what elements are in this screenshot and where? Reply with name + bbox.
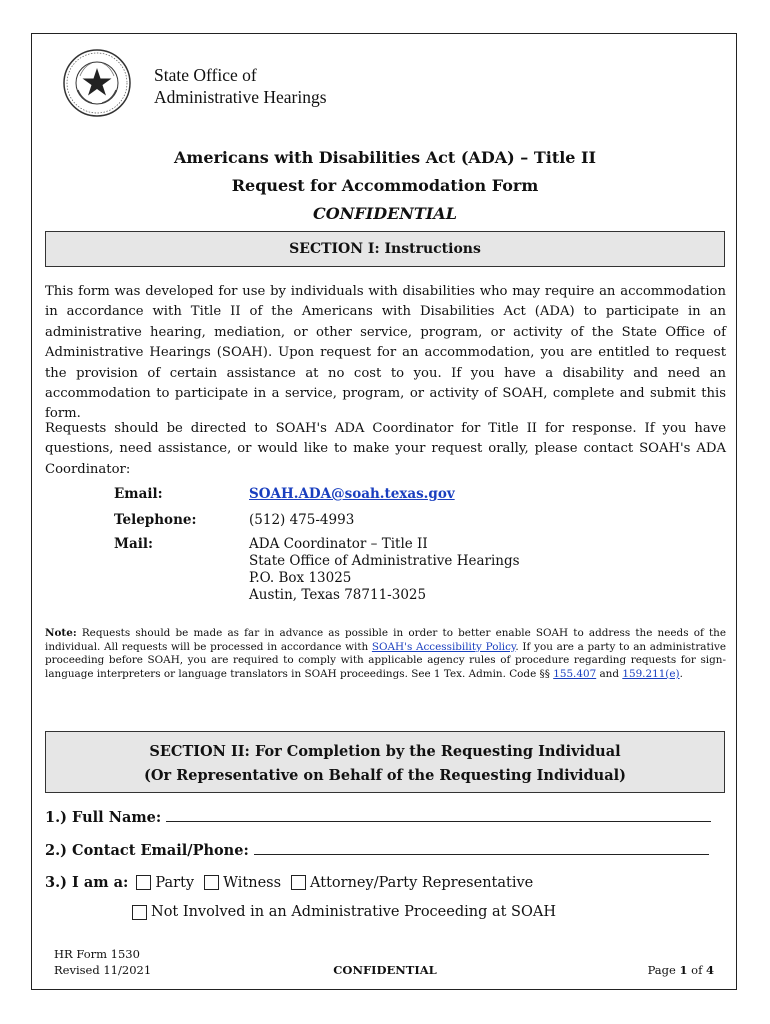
page-total: 4 <box>705 963 714 977</box>
texas-seal-icon <box>62 48 132 118</box>
agency-line2: Administrative Hearings <box>154 87 327 107</box>
role-label: 3.) I am a: <box>45 874 129 891</box>
telephone-value: (512) 475-4993 <box>249 512 355 528</box>
party-checkbox[interactable] <box>136 875 151 890</box>
page-number <box>648 962 714 978</box>
not-involved-checkbox[interactable] <box>132 905 147 920</box>
section2-heading-line1: SECTION II: For Completion by the Requesting Individual <box>149 743 621 760</box>
not-involved-option[interactable] <box>132 904 556 920</box>
contact-label: 2.) Contact Email/Phone: <box>45 842 249 859</box>
code-155-407-link[interactable]: 155.407 <box>553 667 597 680</box>
telephone-label: Telephone: <box>114 512 197 528</box>
agency-name <box>154 64 327 108</box>
email-link[interactable]: SOAH.ADA@soah.texas.gov <box>249 486 455 502</box>
not-involved-label: Not Involved in an Administrative Proceeding at SOAH <box>151 904 556 920</box>
contact-input[interactable] <box>254 840 709 855</box>
mail-line: P.O. Box 13025 <box>249 570 352 586</box>
attorney-option[interactable] <box>291 875 533 891</box>
mail-line: Austin, Texas 78711-3025 <box>249 587 427 603</box>
form-title-line2: Request for Accommodation Form <box>231 176 539 195</box>
witness-option[interactable] <box>204 875 281 891</box>
section1-heading: SECTION I: Instructions <box>45 231 725 267</box>
full-name-label: 1.) Full Name: <box>45 809 162 826</box>
note-text: Requests should be made as far in advance as possible in order to better enable SOAH to address the needs of the individual. All requests will be processed in accordance with <box>45 627 726 653</box>
instructions-paragraph-1: This form was developed for use by individuals with disabilities who may require an accommodation in accordance with Title II of the Americans with Disabilities Act (ADA) to participate in an administrative hearing, mediation, or other service, program, or activity of the State Office of Administrative Hearings (SOAH). Upon request for an accommodation, you are entitled to request the provision of certain assistance at no cost to you. If you have a disability and need an accommodation to participate in a service, program, or activity of SOAH, complete and submit this form. <box>45 284 726 422</box>
form-title-line1: Americans with Disabilities Act (ADA) – Title II <box>173 148 597 167</box>
role-field <box>45 874 543 891</box>
agency-line1: State Office of <box>154 65 257 85</box>
revised-date: Revised 11/2021 <box>54 963 152 977</box>
footer-confidential: CONFIDENTIAL <box>333 963 437 977</box>
party-label: Party <box>155 874 195 891</box>
confidential-title: CONFIDENTIAL <box>313 204 457 223</box>
email-label: Email: <box>114 486 163 502</box>
note-text: . If you are a party to an administrative proceeding before SOAH, you are required to comply with applicable agency rules of procedure regarding requests for sign-language interpreters or language translators in SOAH proceedings. See 1 Tex. Admin. Code §§ <box>45 640 727 680</box>
witness-checkbox[interactable] <box>204 875 219 890</box>
mail-line: State Office of Administrative Hearings <box>249 553 520 569</box>
mail-line: ADA Coordinator – Title II <box>249 536 428 552</box>
page-prefix: Page <box>647 963 680 977</box>
attorney-checkbox[interactable] <box>291 875 306 890</box>
mail-address <box>249 536 520 604</box>
party-option[interactable] <box>136 875 194 891</box>
page-of: of <box>687 963 706 977</box>
section2-heading <box>45 731 725 793</box>
witness-label: Witness <box>223 874 282 891</box>
code-159-211-link[interactable]: 159.211(e) <box>622 667 680 680</box>
full-name-field <box>45 807 711 826</box>
instructions-paragraph-2: Requests should be directed to SOAH's ADA Coordinator for Title II for response. If you have questions, need assistance, or would like to make your request orally, please contact SOAH's ADA Coordinator: <box>45 421 726 477</box>
full-name-input[interactable] <box>166 807 711 822</box>
note-paragraph <box>45 627 726 681</box>
note-label: Note: <box>45 627 77 639</box>
form-number: HR Form 1530 <box>54 947 140 961</box>
note-text: . <box>679 667 683 680</box>
contact-field <box>45 840 709 859</box>
accessibility-policy-link[interactable]: SOAH's Accessibility Policy <box>371 640 516 653</box>
attorney-label: Attorney/Party Representative <box>310 874 534 891</box>
form-page <box>31 33 737 990</box>
section2-heading-line2: (Or Representative on Behalf of the Requesting Individual) <box>144 767 626 784</box>
mail-label: Mail: <box>114 536 153 552</box>
note-text: and <box>596 667 623 680</box>
page-current: 1 <box>679 963 688 977</box>
